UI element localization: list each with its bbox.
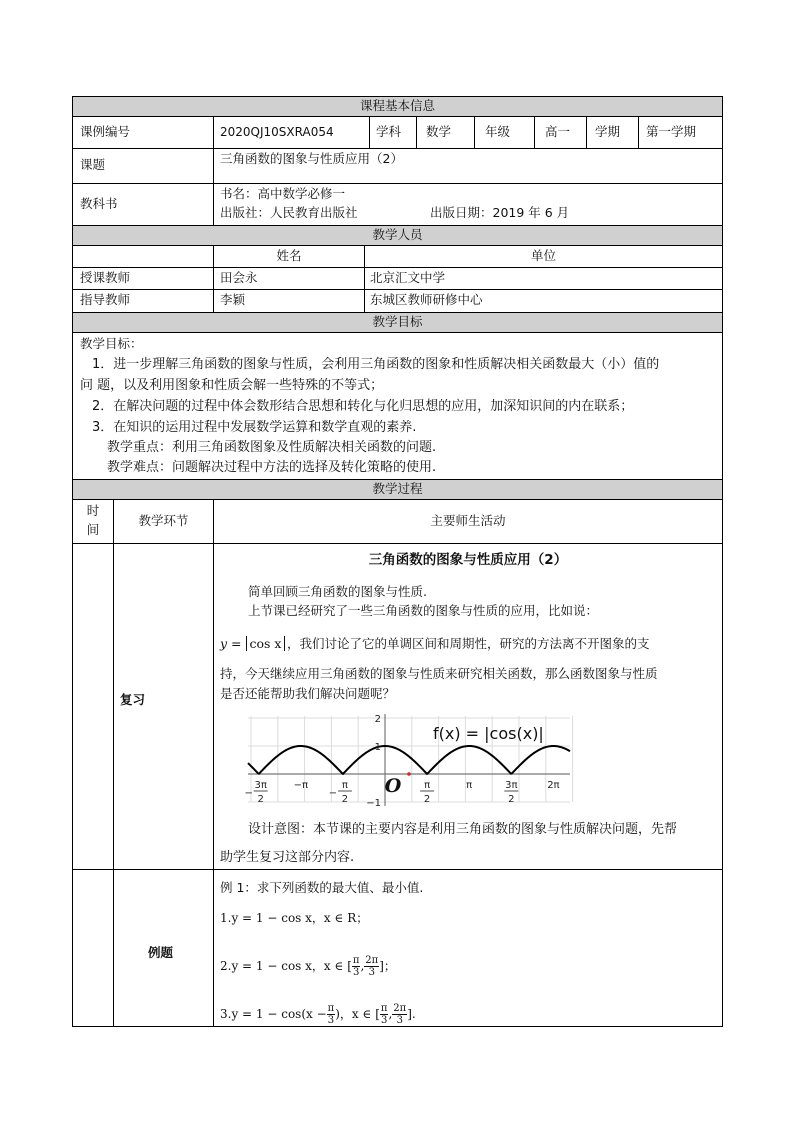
fraction: $\frac{\pi}{3}$ xyxy=(327,1003,335,1026)
review-title: 三角函数的图象与性质应用（2） xyxy=(368,552,568,568)
staff-unit-col: 单位 xyxy=(530,248,556,263)
col-divider xyxy=(113,499,114,1026)
x-tick-denominator: 2 xyxy=(508,794,515,805)
example-3-expr: y = 1 − cos(x − xyxy=(231,1007,327,1021)
staff-name: 田会永 xyxy=(220,270,258,285)
staff-unit: 北京汇文中学 xyxy=(370,270,446,285)
col-divider xyxy=(213,116,214,225)
formula-eq: = xyxy=(231,636,242,651)
rule xyxy=(72,267,723,268)
x-tick-label: 2π xyxy=(547,780,560,791)
rule xyxy=(72,245,723,246)
rule xyxy=(72,479,723,480)
origin-label: O xyxy=(384,775,402,797)
course-id-value: 2020QJ10SXRA054 xyxy=(220,125,334,139)
x-tick-numerator: π xyxy=(341,780,348,791)
fraction: $\frac{2\pi}{3}$ xyxy=(393,1003,407,1026)
y-tick-label: 1 xyxy=(374,742,381,753)
col-divider xyxy=(586,116,587,148)
textbook-pub-date: 出版日期：2019 年 6 月 xyxy=(430,205,570,220)
review-para-3: ，我们讨论了它的单调区间和周期性，研究的方法离不开图象的支 xyxy=(287,636,650,651)
y-tick-label: −1 xyxy=(366,798,381,809)
design-intent-2: 助学生复习这部分内容. xyxy=(220,850,355,865)
example-2: 2.y = 1 − cos x，x ∈ [ $\frac{\pi}{3}$ , $\frac{2\pi}{3}$ ]； xyxy=(220,955,396,978)
x-tick-minus: − xyxy=(244,788,253,799)
topic-label: 课题 xyxy=(80,157,106,172)
x-tick-denominator: 2 xyxy=(423,794,431,805)
review-formula-line xyxy=(220,636,285,652)
x-tick-numerator: 3π xyxy=(254,780,267,791)
col-divider xyxy=(416,116,417,148)
col-divider xyxy=(638,116,639,148)
textbook-name: 书名：高中数学必修一 xyxy=(220,186,346,201)
function-curve xyxy=(248,746,570,774)
grade-value: 高一 xyxy=(545,124,571,139)
textbook-label: 教科书 xyxy=(80,196,118,211)
goal-1: 1．进一步理解三角函数的图象与性质，会利用三角函数的图象和性质解决相关函数最大（小）值的 xyxy=(92,357,660,372)
col-divider xyxy=(213,499,214,1026)
abs-cos-graph xyxy=(246,710,572,810)
example-2-num: 2. xyxy=(220,959,232,973)
col-divider xyxy=(369,116,370,148)
topic-value: 三角函数的图象与性质应用（2） xyxy=(220,151,403,166)
example-2-expr: y = 1 − cos x，x ∈ [ xyxy=(231,959,352,973)
staff-role: 指导教师 xyxy=(80,292,131,307)
goals-intro: 教学目标： xyxy=(80,336,143,351)
term-label: 学期 xyxy=(595,124,621,139)
rule xyxy=(72,96,723,97)
rule xyxy=(72,148,723,149)
rule xyxy=(72,183,723,184)
review-para-4: 持，今天继续应用三角函数的图象与性质来研究相关函数，那么函数图象与性质 xyxy=(220,666,658,681)
section-header-process: 教学过程 xyxy=(372,481,423,496)
term-value: 第一学期 xyxy=(646,124,697,139)
marker-point xyxy=(407,772,411,776)
example-intro: 例 1：求下列函数的最大值、最小值. xyxy=(220,880,424,895)
course-id-label: 课例编号 xyxy=(80,124,131,139)
border-right xyxy=(722,96,723,1027)
fraction: $\frac{\pi}{3}$ xyxy=(380,1003,388,1026)
example-1-num: 1. xyxy=(220,911,232,925)
goal-1-cont: 问 题，以及利用图象和性质会解一些特殊的不等式； xyxy=(80,378,384,393)
rule xyxy=(72,332,723,333)
rule xyxy=(72,116,723,117)
col-divider xyxy=(534,116,535,148)
fraction: $\frac{\pi}{3}$ xyxy=(352,955,360,978)
key-point: 教学重点：利用三角函数图象及性质解决相关函数的问题. xyxy=(107,440,437,455)
stage-review: 复习 xyxy=(120,692,146,707)
x-tick-label: π xyxy=(466,780,473,791)
review-para-1: 简单回顾三角函数的图象与性质. xyxy=(248,584,427,599)
section-header-basic-info: 课程基本信息 xyxy=(359,98,435,113)
y-tick-label: 2 xyxy=(374,714,381,725)
rule xyxy=(72,225,723,226)
grade-label: 年级 xyxy=(485,124,511,139)
rule xyxy=(72,289,723,290)
x-tick-numerator: 3π xyxy=(505,780,518,791)
rule xyxy=(72,312,723,313)
example-3: 3.y = 1 − cos(x − $\frac{\pi}{3}$ )，x ∈ [ $\frac{\pi}{3}$ , $\frac{2\pi}{3}$ ]. xyxy=(220,1003,416,1026)
review-para-5: 是否还能帮助我们解决问题呢？ xyxy=(220,686,396,701)
staff-role: 授课教师 xyxy=(80,270,131,285)
staff-unit: 东城区教师研修中心 xyxy=(370,292,483,307)
goal-3: 3．在知识的运用过程中发展数学运算和数学直观的素养. xyxy=(92,420,417,435)
col-time-top: 时 xyxy=(86,503,100,518)
x-tick-numerator: π xyxy=(424,780,431,791)
goal-2: 2．在解决问题的过程中体会数形结合思想和转化与化归思想的应用，加深知识间的内在联系； xyxy=(92,399,634,414)
x-tick-minus: − xyxy=(328,788,338,799)
section-header-staff: 教学人员 xyxy=(372,227,423,242)
design-intent-1: 设计意图：本节课的主要内容是利用三角函数的图象与性质解决问题，先帮 xyxy=(248,822,678,837)
formula-abs: cos x xyxy=(246,636,286,651)
page-bottom-cover xyxy=(0,1027,794,1123)
rule xyxy=(72,543,723,544)
col-time-bottom: 间 xyxy=(86,522,100,537)
col-activity: 主要师生活动 xyxy=(430,513,506,528)
staff-name: 李颖 xyxy=(220,292,246,307)
example-3-num: 3. xyxy=(220,1007,232,1021)
rule xyxy=(72,869,723,870)
subject-value: 数学 xyxy=(426,124,452,139)
fraction: $\frac{2\pi}{3}$ xyxy=(365,955,379,978)
difficulty: 教学难点：问题解决过程中方法的选择及转化策略的使用. xyxy=(107,460,437,475)
example-3-domain: )，x ∈ [ xyxy=(335,1007,380,1021)
col-divider xyxy=(474,116,475,148)
example-1-expr: y = 1 − cos x，x ∈ R； xyxy=(231,911,369,925)
x-tick-denominator: 2 xyxy=(257,794,264,805)
rule xyxy=(72,499,723,500)
x-tick-label: −π xyxy=(293,780,309,791)
col-stage: 教学环节 xyxy=(138,513,189,528)
chart-title: f(x) = |cos(x)| xyxy=(433,724,544,743)
formula-y: y xyxy=(220,636,228,651)
section-header-goals: 教学目标 xyxy=(372,314,423,329)
stage-example: 例题 xyxy=(148,945,174,960)
subject-label: 学科 xyxy=(376,124,402,139)
example-1 xyxy=(220,910,368,926)
review-para-2: 上节课已经研究了一些三角函数的图象与性质的应用，比如说： xyxy=(248,603,599,618)
x-tick-denominator: 2 xyxy=(341,794,349,805)
staff-name-col: 姓名 xyxy=(276,248,302,263)
textbook-publisher: 出版社：人民教育出版社 xyxy=(220,205,358,220)
